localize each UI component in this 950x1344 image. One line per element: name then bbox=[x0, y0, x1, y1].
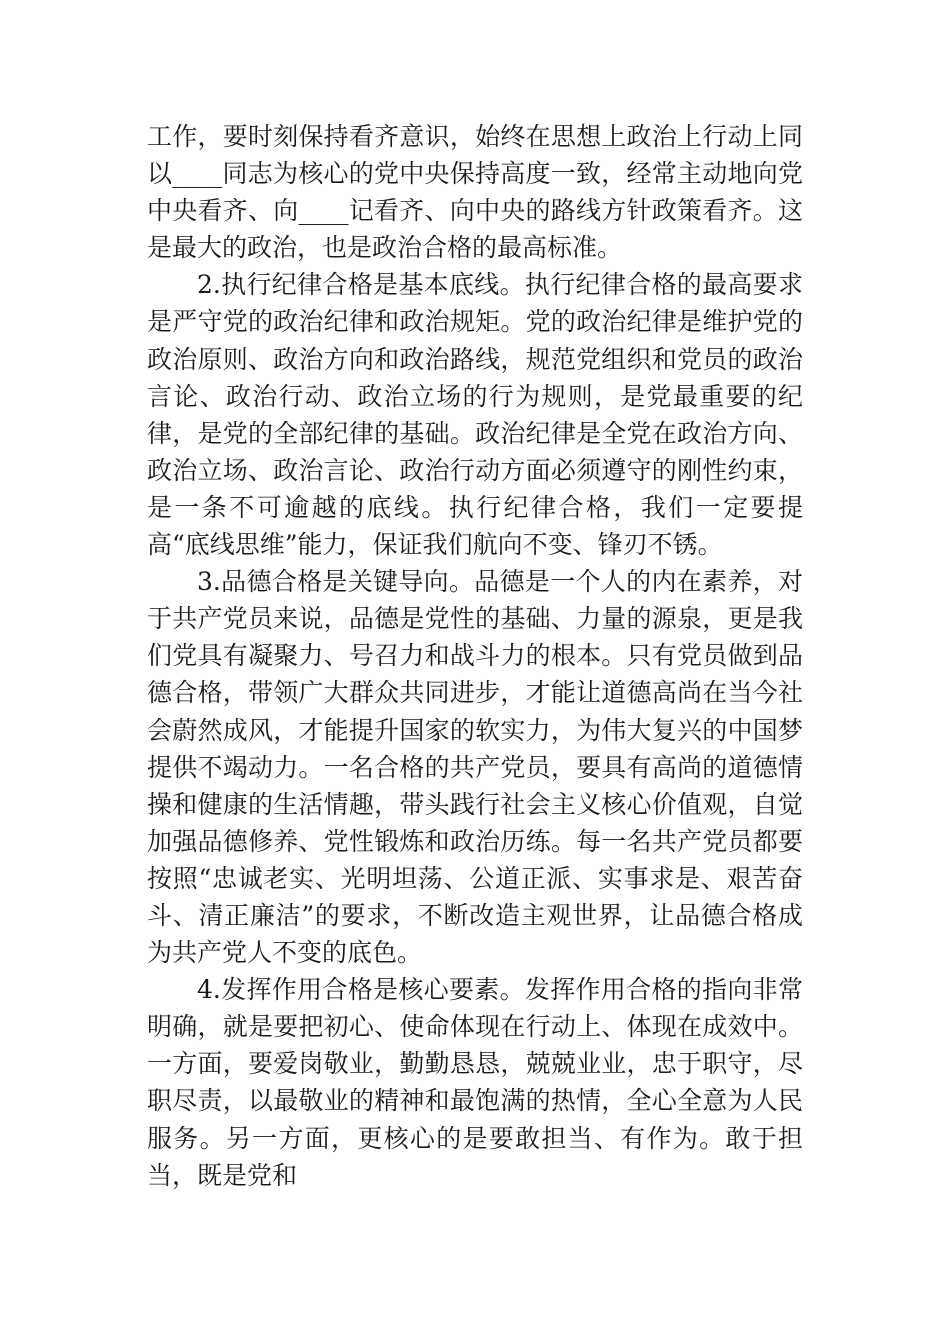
paragraph-role: 4.发挥作用合格是核心要素。发挥作用合格的指向非常明确，就是要把初心、使命体现在行动上、体现在成效中。一方面，要爱岗敬业，勤勤恳恳，兢兢业业，忠于职守，尽职尽责，以最敬业的精神和最饱满的热情，全心全意为人民服务。另一方面，更核心的是要敢担当、有作为。敢于担当，既是党和 bbox=[147, 975, 803, 1190]
paragraph-continuation: 工作，要时刻保持看齐意识，始终在思想上政治上行动上同以____同志为核心的党中央保持高度一致，经常主动地向党中央看齐、向____记看齐、向中央的路线方针政策看齐。这是最大的政治，也是政治合格的最高标准。 bbox=[147, 122, 803, 263]
paragraph-morality: 3.品德合格是关键导向。品德是一个人的内在素养，对于共产党员来说，品德是党性的基础、力量的源泉，更是我们党具有凝聚力、号召力和战斗力的根本。只有党员做到品德合格，带领广大群众共同进步，才能让道德高尚在当今社会蔚然成风，才能提升国家的软实力，为伟大复兴的中国梦提供不竭动力。一名合格的共产党员，要具有高尚的道德情操和健康的生活情趣，带头践行社会主义核心价值观，自觉加强品德修养、党性锻炼和政治历练。每一名共产党员都要按照“忠诚老实、光明坦荡、公道正派、实事求是、艰苦奋斗、清正廉洁”的要求，不断改造主观世界，让品德合格成为共产党人不变的底色。 bbox=[147, 567, 803, 968]
document-body bbox=[147, 118, 803, 1194]
paragraph-discipline: 2.执行纪律合格是基本底线。执行纪律合格的最高要求是严守党的政治纪律和政治规矩。党的政治纪律是维护党的政治原则、政治方向和政治路线，规范党组织和党员的政治言论、政治行动、政治立场的行为规则，是党最重要的纪律，是党的全部纪律的基础。政治纪律是全党在政治方向、政治立场、政治言论、政治行动方面必须遵守的刚性约束，是一条不可逾越的底线。执行纪律合格，我们一定要提高“底线思维”能力，保证我们航向不变、锋刃不锈。 bbox=[147, 270, 803, 560]
